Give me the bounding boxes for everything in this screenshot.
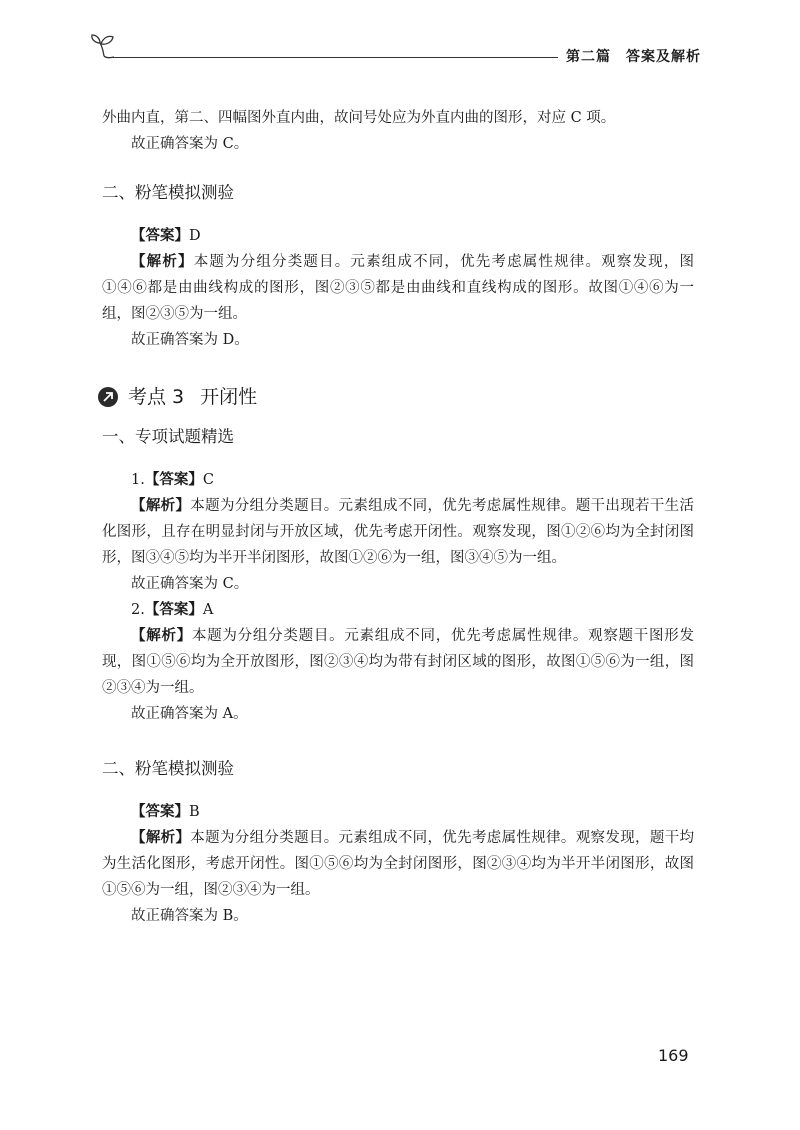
analysis-paragraph (102, 623, 694, 701)
header-title: 第二篇 答案及解析 (566, 49, 701, 65)
analysis-tag: 【解析】 (131, 254, 194, 270)
header-rule (112, 57, 558, 58)
answer-tag: 【答案】 (131, 228, 189, 244)
answer-conclusion: 故正确答案为 D。 (131, 332, 249, 348)
analysis-paragraph (102, 493, 694, 571)
answer-line (102, 799, 694, 825)
answer-line (102, 223, 694, 249)
answer-line (102, 467, 694, 493)
answer-value: B (189, 804, 200, 820)
section-title: 开闭性 (200, 386, 258, 408)
analysis-tag: 【解析】 (131, 628, 192, 644)
paragraph: 外曲内直，第二、四幅图外直内曲，故问号处应为外直内曲的图形，对应 C 项。 (102, 110, 616, 126)
answer-value: C (202, 472, 214, 488)
answer-conclusion: 故正确答案为 A。 (131, 706, 248, 722)
answer-tag: 【答案】 (144, 602, 203, 618)
analysis-tag: 【解析】 (131, 830, 191, 846)
answer-value: A (202, 602, 214, 618)
answer-conclusion: 故正确答案为 B。 (131, 908, 248, 924)
subsection-heading: 一、专项试题精选 (102, 427, 234, 446)
analysis-tag: 【解析】 (131, 498, 191, 514)
question-number: 1. (131, 472, 145, 488)
analysis-text: 本题为分组分类题目。元素组成不同，优先考虑属性规律。观察题干图形发现，图①⑤⑥均为全开放图形，图②③④均为带有封闭区域的图形，故图①⑤⑥为一组，图②③④为一组。 (102, 628, 695, 696)
analysis-paragraph (102, 825, 694, 903)
sprout-icon (88, 30, 122, 60)
subsection-heading: 二、粉笔模拟测验 (102, 759, 234, 778)
page-number: 169 (658, 1046, 689, 1065)
analysis-text: 本题为分组分类题目。元素组成不同，优先考虑属性规律。题干出现若干生活化图形，且存在明显封闭与开放区域，优先考虑开闭性。观察发现，图①②⑥均为全封闭图形，图③④⑤均为半开半闭图形，故图①②⑥为一组，图③④⑤为一组。 (102, 498, 694, 566)
answer-conclusion: 故正确答案为 C。 (131, 136, 249, 152)
answer-tag: 【答案】 (131, 804, 189, 820)
section-number: 考点 3 (128, 386, 185, 408)
analysis-text: 本题为分组分类题目。元素组成不同，优先考虑属性规律。观察发现，图①④⑥都是由曲线构成的图形，图②③⑤都是由曲线和直线构成的图形。故图①④⑥为一组，图②③⑤为一组。 (102, 254, 694, 322)
question-number: 2. (131, 602, 145, 618)
answer-tag: 【答案】 (144, 472, 203, 488)
answer-value: D (189, 228, 201, 244)
analysis-paragraph (102, 249, 694, 327)
section-heading (98, 383, 694, 411)
analysis-text: 本题为分组分类题目。元素组成不同，优先考虑属性规律。观察发现，题干均为生活化图形，考虑开闭性。图①⑤⑥均为全封闭图形，图②③④均为半开半闭图形，故图①⑤⑥为一组，图②③④为一组。 (102, 830, 694, 898)
circle-badge-icon (98, 387, 118, 407)
subsection-heading: 二、粉笔模拟测验 (102, 183, 234, 202)
page-content (102, 105, 694, 929)
answer-conclusion: 故正确答案为 C。 (131, 576, 249, 592)
answer-line (102, 597, 694, 623)
